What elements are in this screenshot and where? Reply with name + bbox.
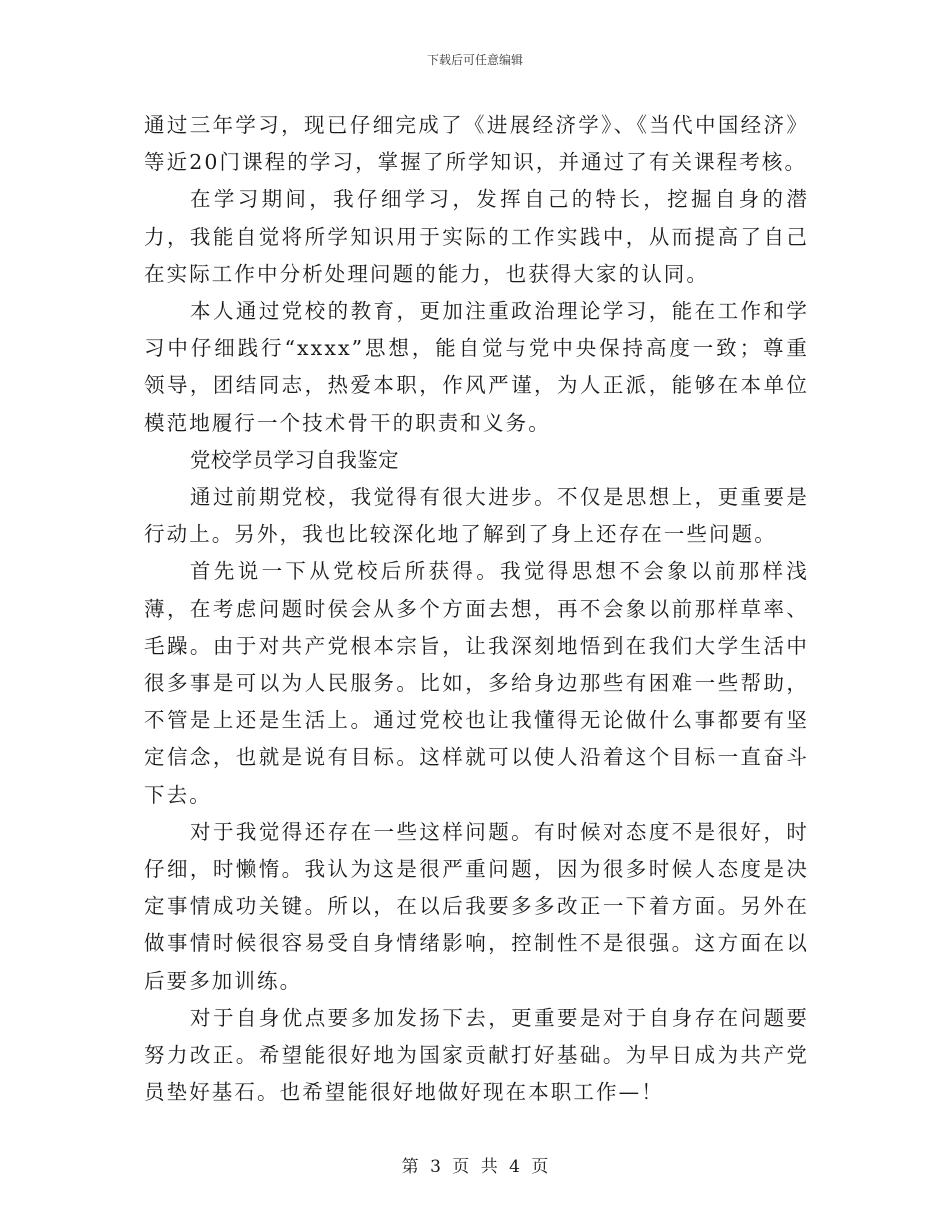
page-number: 第 3 页 共 4 页 [401, 1157, 549, 1177]
paragraph-party-school-education: 本人通过党校的教育，更加注重政治理论学习，能在工作和学习中仔细践行“xxxx”思想，能自觉与党中央保持高度一致；尊重领导，团结同志，热爱本职，作风严谨，为人正派，能够在本单位模范地履行一个技术骨干的职责和义务。 [144, 299, 809, 435]
paragraph-course-completion: 通过三年学习，现已仔细完成了《进展经济学》、《当代中国经济》等近20门课程的学习，掌握了所学知识，并通过了有关课程考核。 [144, 113, 809, 175]
paragraph-progress: 通过前期党校，我觉得有很大进步。不仅是思想上，更重要是行动上。另外，我也比较深化地了解到了身上还存在一些问题。 [144, 485, 809, 547]
page-header: 下载后可任意编辑 [426, 53, 523, 67]
section-heading: 党校学员学习自我鉴定 [190, 447, 399, 472]
paragraph-study-period: 在学习期间，我仔细学习，发挥自己的特长，挖掘自身的潜力，我能自觉将所学知识用于实际的工作实践中，从而提高了自己在实际工作中分析处理问题的能力，也获得大家的认同。 [144, 187, 809, 286]
document-body [144, 107, 809, 1111]
paragraph-problems: 对于我觉得还存在一些这样问题。有时候对态度不是很好，时仔细，时懒惰。我认为这是很严重问题，因为很多时候人态度是决定事情成功关键。所以，在以后我要多多改正一下着方面。另外在做事情时候很容易受自身情绪影响，控制性不是很强。这方面在以后要多加训练。 [144, 819, 809, 993]
paragraph-conclusion: 对于自身优点要多加发扬下去，更重要是对于自身存在问题要努力改正。希望能很好地为国家贡献打好基础。为早日成为共产党员垫好基石。也希望能很好地做好现在本职工作—！ [144, 1005, 809, 1105]
paragraph-gains: 首先说一下从党校后所获得。我觉得思想不会象以前那样浅薄，在考虑问题时侯会从多个方面去想，再不会象以前那样草率、毛躁。由于对共产党根本宗旨，让我深刻地悟到在我们大学生活中很多事是可以为人民服务。比如，多给身边那些有困难一些帮助，不管是上还是生活上。通过党校也让我懂得无论做什么事都要有坚定信念，也就是说有目标。这样就可以使人沿着这个目标一直奋斗下去。 [144, 559, 809, 807]
